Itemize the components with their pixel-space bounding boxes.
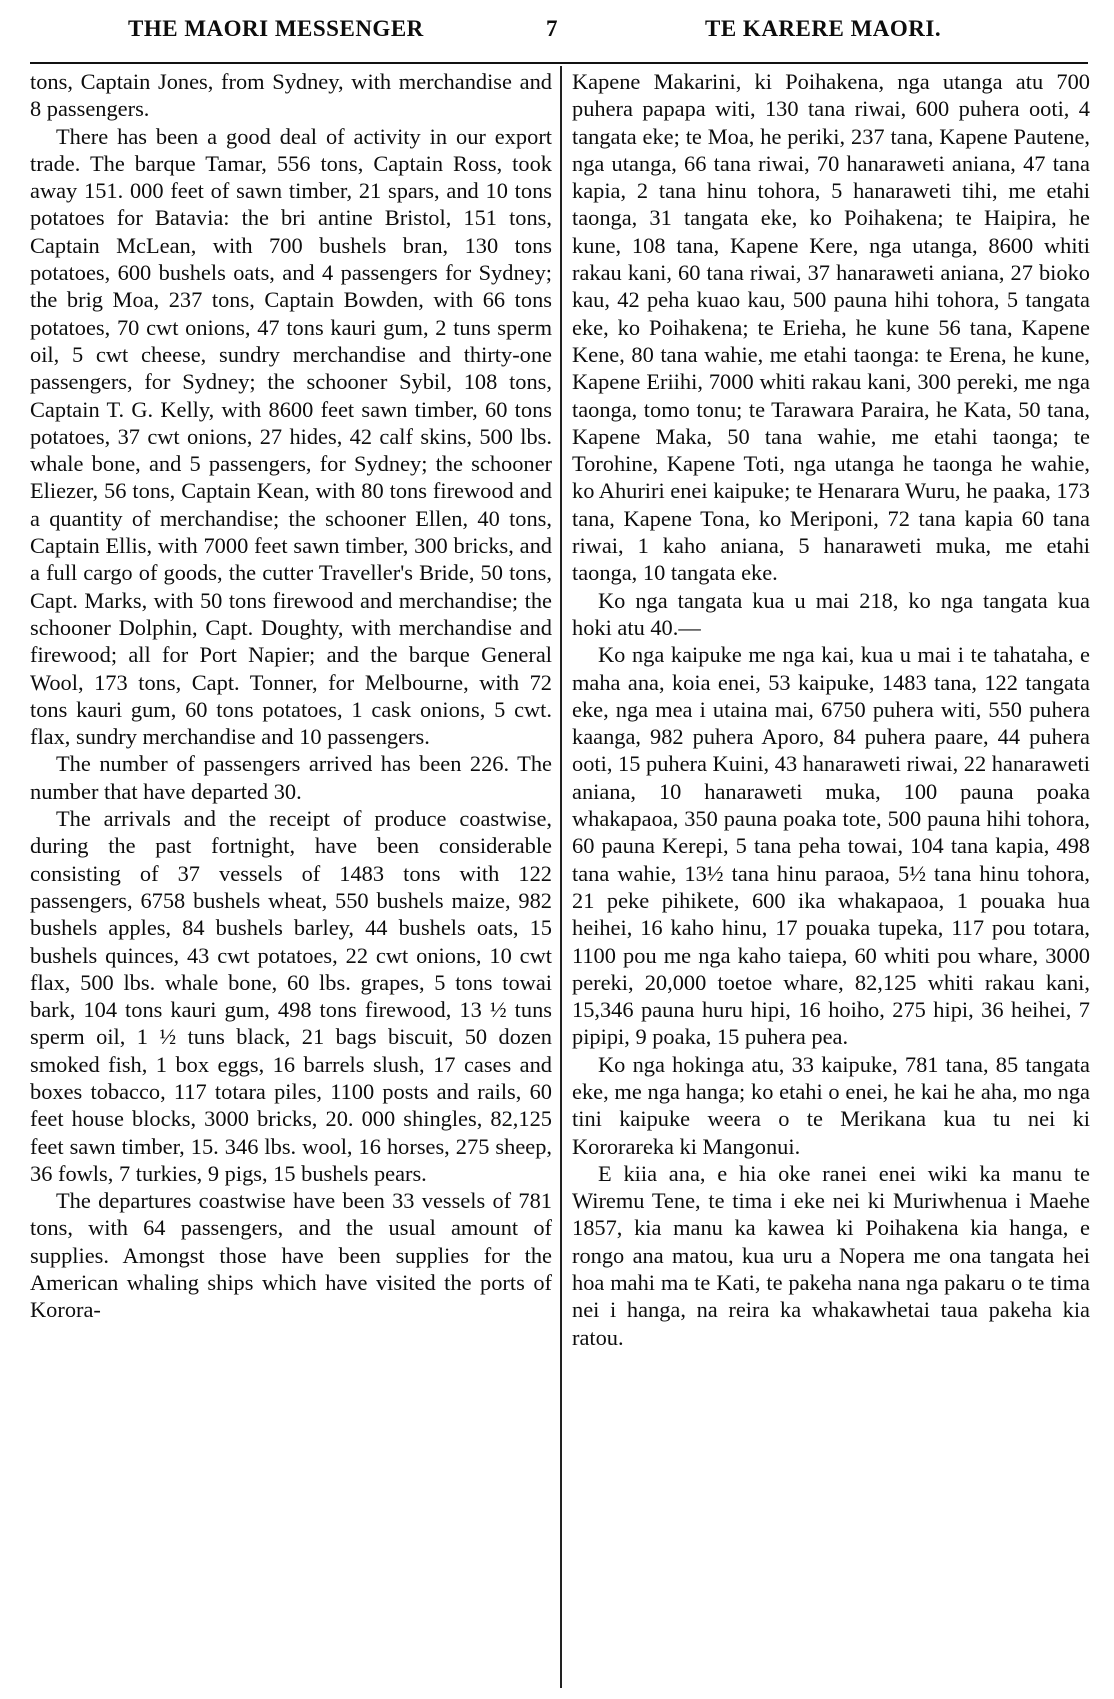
maori-paragraph: Ko nga kaipuke me nga kai, kua u mai i te tahataha, e maha ana, koia enei, 53 kaipuke, 1483 tana, 122 tangata eke, nga mea i utaina mai, 6750 puhera witi, 550 puhera kaanga, 982 puhera Aporo, 84 puhera paare, 44 puhera ooti, 15 puhera Kuini, 43 hanaraweti riwai, 22 hanaraweti aniana, 10 hanaraweti muka, 100 pauna poaka whakapaoa, 350 pauna poaka tote, 500 pauna hihi tohora, 60 pauna Kerepi, 5 tana peha towai, 104 tana kapia, 498 tana wahie, 13½ tana hinu paraoa, 5½ tana hinu tohora, 21 peke pihikete, 600 ika whakapaoa, 1 pouaka hua heihei, 16 kaho hinu, 17 pouaka tupeka, 117 pou totara, 1100 pou me nga kaho taiepa, 60 whiti pou whare, 3000 pereki, 20,000 toetoe whare, 82,125 whiti rakau kani, 15,346 pauna huru hipi, 16 hoiho, 275 hipi, 36 heihei, 7 pipipi, 9 poaka, 15 puhera pea. <box>572 642 1090 1050</box>
column-divider <box>560 66 562 1688</box>
english-paragraph: There has been a good deal of activity in our export trade. The barque Tamar, 556 tons, Captain Ross, took away 151. 000 feet of sawn timber, 21 spars, and 10 tons potatoes for Batavia: the bri antine Bristol, 151 tons, Captain McLean, with 700 bushels bran, 130 tons potatoes, 600 bushels oats, and 4 passengers for Sydney; the brig Moa, 237 tons, Captain Bowden, with 66 tons potatoes, 70 cwt onions, 47 tons kauri gum, 2 tuns sperm oil, 5 cwt cheese, sundry merchandise and thirty-one passengers, for Sydney; the schooner Sybil, 108 tons, Captain T. G. Kelly, with 8600 feet sawn timber, 60 tons potatoes, 37 cwt onions, 27 hides, 42 calf skins, 500 lbs. whale bone, and 5 passengers, for Sydney; the schooner Eliezer, 56 tons, Captain Kean, with 80 tons firewood and a quantity of merchandise; the schooner Ellen, 40 tons, Captain Ellis, with 7000 feet sawn timber, 300 bricks, and a full cargo of goods, the cutter Traveller's Bride, 50 tons, Capt. Marks, with 50 tons firewood and merchandise; the schooner Dolphin, Capt. Doughty, with merchandise and firewood; all for Port Napier; and the barque General Wool, 173 tons, Capt. Tonner, for Melbourne, with 72 tons kauri gum, 60 tons potatoes, 1 cask onions, 5 cwt. flax, sundry merchandise and 10 passengers. <box>30 123 552 750</box>
maori-paragraph: E kiia ana, e hia oke ranei enei wiki ka manu te Wiremu Tene, te tima i eke nei ki Muriwhenua i Maehe 1857, kia manu ka kawea ki Poihakena kia hanga, e rongo ana matou, kua uru a Nopera me ona tangata hei hoa mahi ma te Kati, te pakeha nana nga pakaru o te tima nei i hanga, na reira ka whakawhetai taua pakeha kia ratou. <box>572 1160 1090 1350</box>
english-column <box>30 68 552 1324</box>
header-title-english: THE MAORI MESSENGER <box>128 16 424 41</box>
header-title-maori: TE KARERE MAORI. <box>705 16 942 41</box>
maori-paragraph: Ko nga hokinga atu, 33 kaipuke, 781 tana, 85 tangata eke, me nga hanga; ko etahi o enei, he kai he aha, mo nga tini kaipuke weera o te Merikana kua tu nei ki Kororareka ki Mangonui. <box>572 1051 1090 1159</box>
english-paragraph: tons, Captain Jones, from Sydney, with merchandise and 8 passengers. <box>30 69 552 122</box>
maori-paragraph: Ko nga tangata kua u mai 218, ko nga tangata kua hoki atu 40.— <box>572 587 1090 640</box>
english-paragraph: The departures coastwise have been 33 vessels of 781 tons, with 64 passengers, and the usual amount of supplies. Amongst those have been supplies for the American whaling ships which have visited the ports of Korora- <box>30 1188 552 1323</box>
page-header <box>0 0 1114 54</box>
page-number: 7 <box>546 16 558 41</box>
header-rule <box>30 62 1088 64</box>
english-paragraph: The number of passengers arrived has been 226. The number that have departed 30. <box>30 751 552 804</box>
english-paragraph: The arrivals and the receipt of produce coastwise, during the past fortnight, have been considerable consisting of 37 vessels of 1483 tons with 122 passengers, 6758 bushels wheat, 550 bushels maize, 982 bushels apples, 84 bushels barley, 44 bushels oats, 15 bushels quinces, 43 cwt potatoes, 22 cwt onions, 10 cwt flax, 500 lbs. whale bone, 60 lbs. grapes, 5 tons towai bark, 104 tons kauri gum, 498 tons firewood, 13 ½ tuns sperm oil, 1 ½ tuns black, 21 bags biscuit, 50 dozen smoked fish, 1 box eggs, 16 barrels slush, 17 cases and boxes tobacco, 117 totara piles, 1100 posts and rails, 60 feet house blocks, 3000 bricks, 20. 000 shingles, 82,125 feet sawn timber, 15. 346 lbs. wool, 16 horses, 275 sheep, 36 fowls, 7 turkies, 9 pigs, 15 bushels pears. <box>30 806 552 1186</box>
maori-paragraph: Kapene Makarini, ki Poihakena, nga utanga atu 700 puhera papapa witi, 130 tana riwai, 600 puhera ooti, 4 tangata eke; te Moa, he periki, 237 tana, Kapene Pautene, nga utanga, 66 tana riwai, 70 hanaraweti aniana, 47 tana kapia, 2 tana hinu tohora, 5 hanaraweti tihi, me etahi taonga, 31 tangata eke, ko Poihakena; te Haipira, he kune, 108 tana, Kapene Kere, nga utanga, 8600 whiti rakau kani, 60 tana riwai, 37 hanaraweti aniana, 27 bioko kau, 42 peha kuao kau, 500 pauna hihi tohora, 5 tangata eke, ko Poihakena; te Erieha, he kune 56 tana, Kapene Kene, 80 tana wahie, me etahi taonga: te Erena, he kune, Kapene Eriihi, 7000 whiti rakau kani, 300 pereki, me nga taonga, tomo tonu; te Tarawara Paraira, he Kata, 50 tana, Kapene Maka, 50 tana wahie, me etahi taonga; te Torohine, Kapene Toti, nga utanga he taonga he wahie, ko Ahuriri enei kaipuke; te Henarara Wuru, he paaka, 173 tana, Kapene Tona, ko Meriponi, 72 tana kapia 60 tana riwai, 1 kaho aniana, 5 hanaraweti muka, me etahi taonga, 10 tangata eke. <box>572 69 1090 586</box>
maori-column <box>572 68 1090 1351</box>
